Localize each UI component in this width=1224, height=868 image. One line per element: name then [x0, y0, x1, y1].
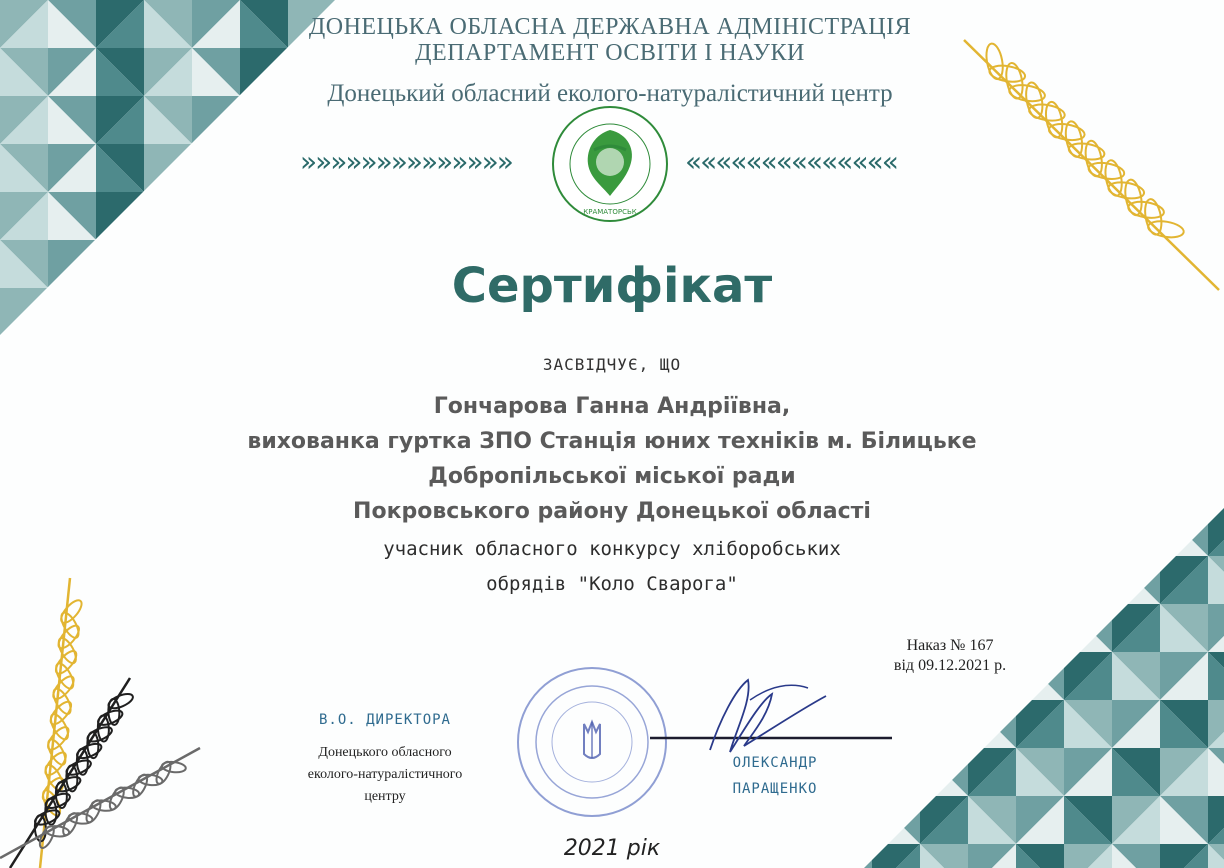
header-center-name: Донецький обласний еколого-натуралістичний центр — [327, 80, 893, 107]
org-line: центру — [364, 789, 406, 804]
recipient-region: Покровського району Донецької області — [353, 499, 871, 524]
signer-name — [690, 750, 860, 802]
certificate-year: 2021 рік — [563, 836, 661, 861]
header-department: ДЕПАРТАМЕНТ ОСВІТИ І НАУКИ — [415, 40, 805, 66]
org-line: Донецького обласного — [318, 745, 452, 760]
center-emblem-logo — [550, 104, 670, 224]
svg-text:КРАМАТОРСЬК: КРАМАТОРСЬК — [583, 208, 637, 216]
order-number: Наказ № 167 — [906, 637, 994, 654]
director-position: В.О. ДИРЕКТОРА — [318, 712, 451, 728]
arrows-right: «««««««««««««« — [685, 145, 897, 178]
arrows-left: »»»»»»»»»»»»»» — [300, 145, 512, 178]
signer-last-name: ПАРАЩЕНКО — [732, 781, 818, 797]
wheat-ears-bottom-left — [0, 558, 230, 868]
signer-first-name: ОЛЕКСАНДР — [732, 755, 818, 771]
participant-line-1: учасник обласного конкурсу хліборобських — [383, 538, 841, 560]
org-line: еколого-натуралістичного — [307, 767, 463, 782]
recipient-affiliation: вихованка гуртка ЗПО Станція юних техніків м. Білицьке — [247, 429, 977, 454]
director-organization — [268, 742, 502, 808]
recipient-council: Добропільської міської ради — [428, 464, 796, 489]
certificate-title: Сертифікат — [451, 258, 773, 314]
certifies-text: ЗАСВІДЧУЄ, ЩО — [542, 355, 682, 374]
header-administration: ДОНЕЦЬКА ОБЛАСНА ДЕРЖАВНА АДМІНІСТРАЦІЯ — [308, 14, 912, 40]
recipient-name: Гончарова Ганна Андріївна, — [433, 394, 791, 419]
participant-line-2: обрядів "Коло Сварога" — [486, 573, 738, 595]
order-date: від 09.12.2021 р. — [893, 657, 1007, 674]
